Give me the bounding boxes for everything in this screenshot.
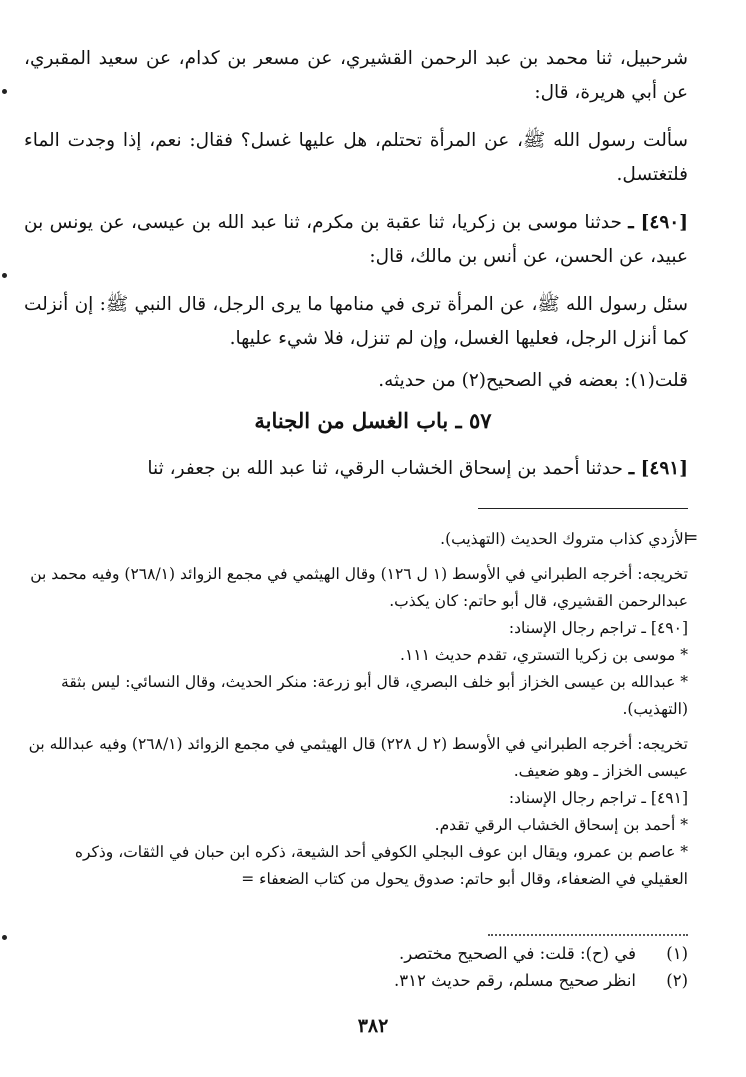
footnote-1 <box>24 940 688 967</box>
paragraph-2: سألت رسول الله ﷺ، عن المرأة تحتلم، هل عليها غسل؟ فقال: نعم، إذا وجدت الماء فلتغتسل. <box>24 130 688 185</box>
hadith-number: [٤٩١] ـ <box>628 458 688 479</box>
note-line: تخريجه: أخرجه الطبراني في الأوسط (٢ ل ٢٢٨) قال الهيثمي في مجمع الزوائد (٢٦٨/١) وفيه عبدالله بن عيسى الخزاز ـ وهو ضعيف. <box>28 735 688 780</box>
note-line: * عاصم بن عمرو، ويقال ابن عوف البجلي الكوفي أحد الشيعة، ذكره ابن حبان في الثقات، وذكره العقيلي في الضعفاء، وقال أبو حاتم: صدوق يحول من كتاب الضعفاء = <box>74 843 688 888</box>
hadith-490 <box>24 206 688 274</box>
footnote-separator <box>488 934 688 936</box>
note-line: * أحمد بن إسحاق الخشاب الرقي تقدم. <box>434 816 688 834</box>
footnote-text: في (ح): قلت: في الصحيح مختصر. <box>398 944 636 963</box>
scan-speck <box>2 935 7 940</box>
hadith-491-block <box>24 452 688 486</box>
chapter-heading: ٥٧ ـ باب الغسل من الجنابة <box>254 408 492 433</box>
commentary-notes <box>24 526 688 893</box>
scan-speck <box>2 273 7 278</box>
note-line: [٤٩١] ـ تراجم رجال الإسناد: <box>508 789 688 807</box>
note-line: [٤٩٠] ـ تراجم رجال الإسناد: <box>508 619 688 637</box>
hadith-491 <box>24 452 688 486</box>
scan-speck <box>2 89 7 94</box>
note-line: الأزدي كذاب متروك الحديث (التهذيب). <box>440 530 688 548</box>
footnote-text: انظر صحيح مسلم، رقم حديث ٣١٢. <box>394 971 636 990</box>
main-text <box>24 42 688 398</box>
footnote-number: (١) <box>666 944 688 963</box>
hadith-text: حدثنا موسى بن زكريا، ثنا عقبة بن مكرم، ثنا عبد الله بن عيسى، عن يونس بن عبيد، عن الحسن، عن أنس بن مالك، قال: <box>24 212 688 267</box>
note-line: * موسى بن زكريا التستري، تقدم حديث ١١١. <box>400 646 688 664</box>
footnotes <box>24 940 688 994</box>
paragraph-4: سئل رسول الله ﷺ، عن المرأة ترى في منامها ما يرى الرجل، قال النبي ﷺ: إن أنزلت كما أنزل الرجل، فعليها الغسل، وإن لم تنزل، فلا شيء عليها. <box>24 294 688 349</box>
separator-line <box>478 508 688 509</box>
page-number: ٣٨٢ <box>357 1015 389 1037</box>
paragraph-1: شرحبيل، ثنا محمد بن عبد الرحمن القشيري، عن مسعر بن كدام، عن سعيد المقبري، عن أبي هريرة، قال: <box>24 48 688 103</box>
footnote-2 <box>24 967 688 994</box>
note-line: تخريجه: أخرجه الطبراني في الأوسط (١ ل ١٢٦) وقال الهيثمي في مجمع الزوائد (٢٦٨/١) وفيه محمد بن عبدالرحمن القشيري، قال أبو حاتم: كان يكذب. <box>30 565 688 610</box>
continuation-marker: = <box>684 528 699 548</box>
hadith-number: [٤٩٠] ـ <box>628 212 688 233</box>
hadith-text: حدثنا أحمد بن إسحاق الخشاب الرقي، ثنا عبد الله بن جعفر، ثنا <box>147 458 623 479</box>
footnote-number: (٢) <box>666 971 688 990</box>
note-line: * عبدالله بن عيسى الخزاز أبو خلف البصري، قال أبو زرعة: منكر الحديث، وقال النسائي: ليس بثقة (التهذيب). <box>61 673 688 718</box>
paragraph-5: قلت(١): بعضه في الصحيح(٢) من حديثه. <box>378 370 688 391</box>
